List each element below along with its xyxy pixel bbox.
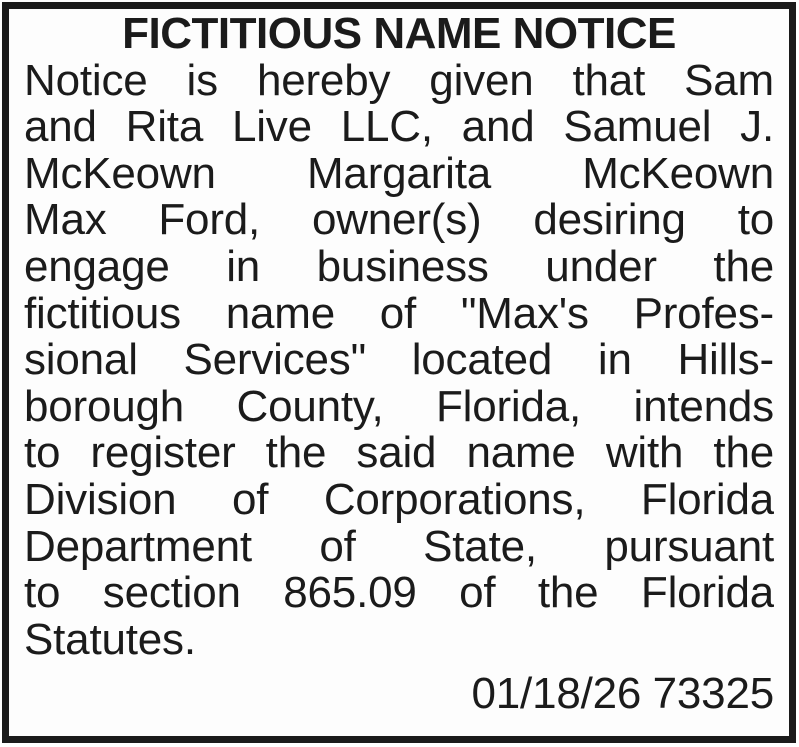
notice-title: FICTITIOUS NAME NOTICE xyxy=(122,9,676,58)
body-line: Max Ford, owner(s) desiring to xyxy=(24,197,774,244)
publication-date: 01/18/26 xyxy=(471,669,642,719)
body-line: Notice is hereby given that Sam xyxy=(24,57,774,105)
notice-body xyxy=(24,58,774,664)
body-line: engage in business under the xyxy=(24,243,774,291)
body-line: Department of State, pursuant xyxy=(24,523,774,571)
body-line: fictitious name of "Max's Profes- xyxy=(24,290,774,338)
body-line: sional Services" located in Hills- xyxy=(24,337,774,384)
body-line: borough County, Florida, intends xyxy=(24,383,774,431)
body-line: to section 865.09 of the Florida xyxy=(24,570,774,617)
body-line: to register the said name with the xyxy=(24,430,774,477)
body-line: Division of Corporations, Florida xyxy=(24,476,774,524)
body-line: and Rita Live LLC, and Samuel J. xyxy=(24,104,774,151)
fictitious-name-notice-box xyxy=(2,2,796,743)
body-line: McKeown Margarita McKeown xyxy=(24,150,774,198)
body-line-last: Statutes. xyxy=(24,616,196,664)
ad-number: 73325 xyxy=(652,669,774,719)
notice-footer xyxy=(24,671,774,718)
